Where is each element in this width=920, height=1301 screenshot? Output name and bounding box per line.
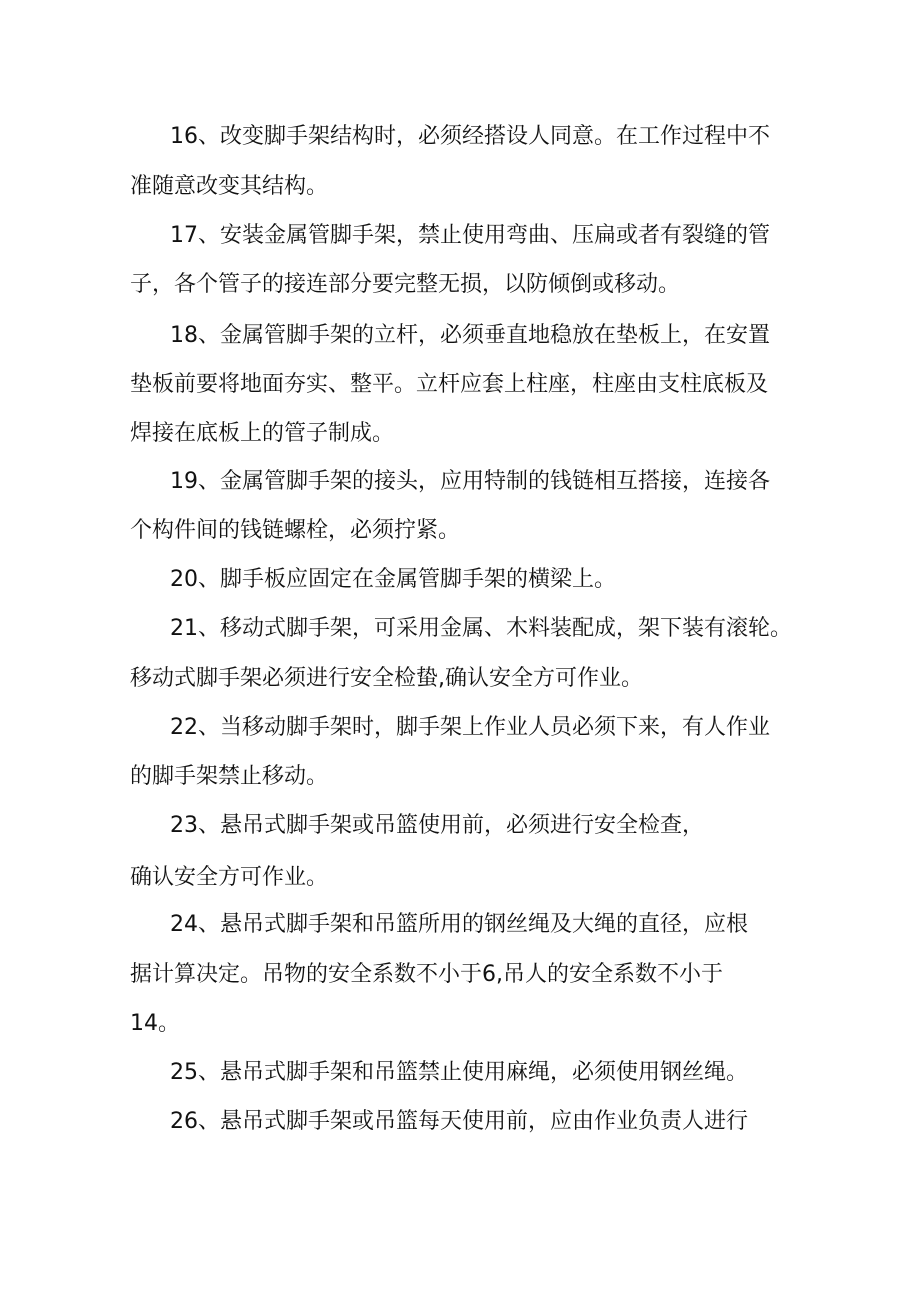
text-line: 22、当移动脚手架时，脚手架上作业人员必须下来，有人作业 <box>170 715 770 740</box>
text-line: 19、金属管脚手架的接头，应用特制的钱链相互搭接，连接各 <box>170 469 770 494</box>
text-line: 17、安装金属管脚手架，禁止使用弯曲、压扁或者有裂缝的管 <box>170 223 770 248</box>
text-line: 移动式脚手架必须进行安全检蛰,确认安全方可作业。 <box>130 666 643 691</box>
text-line: 26、悬吊式脚手架或吊篮每天使用前，应由作业负责人进行 <box>170 1109 748 1134</box>
text-line: 20、脚手板应固定在金属管脚手架的横梁上。 <box>170 567 616 592</box>
text-line: 子，各个管子的接连部分要完整无损，以防倾倒或移动。 <box>130 272 681 297</box>
text-line: 25、悬吊式脚手架和吊篮禁止使用麻绳，必须使用钢丝绳。 <box>170 1060 748 1085</box>
text-line: 23、悬吊式脚手架或吊篮使用前，必须进行安全检查， <box>170 813 704 838</box>
text-line: 焊接在底板上的管子制成。 <box>130 421 395 446</box>
text-line: 14。 <box>130 1011 180 1036</box>
text-line: 确认安全方可作业。 <box>130 865 329 890</box>
text-line: 准随意改变其结构。 <box>130 174 329 199</box>
text-line: 垫板前要将地面夯实、整平。立杆应套上柱座，柱座由支柱底板及 <box>130 372 769 397</box>
text-line: 18、金属管脚手架的立杆，必须垂直地稳放在垫板上，在安置 <box>170 323 770 348</box>
text-line: 的脚手架禁止移动。 <box>130 764 329 789</box>
text-line: 个构件间的钱链螺栓，必须拧紧。 <box>130 518 461 543</box>
text-line: 据计算决定。吊物的安全系数不小于6,吊人的安全系数不小于 <box>130 962 723 987</box>
text-line: 24、悬吊式脚手架和吊篮所用的钢丝绳及大绳的直径，应根 <box>170 912 748 937</box>
text-line: 16、改变脚手架结构时，必须经搭设人同意。在工作过程中不 <box>170 124 770 149</box>
text-line: 21、移动式脚手架，可采用金属、木料装配成，架下装有滚轮。 <box>170 616 792 641</box>
